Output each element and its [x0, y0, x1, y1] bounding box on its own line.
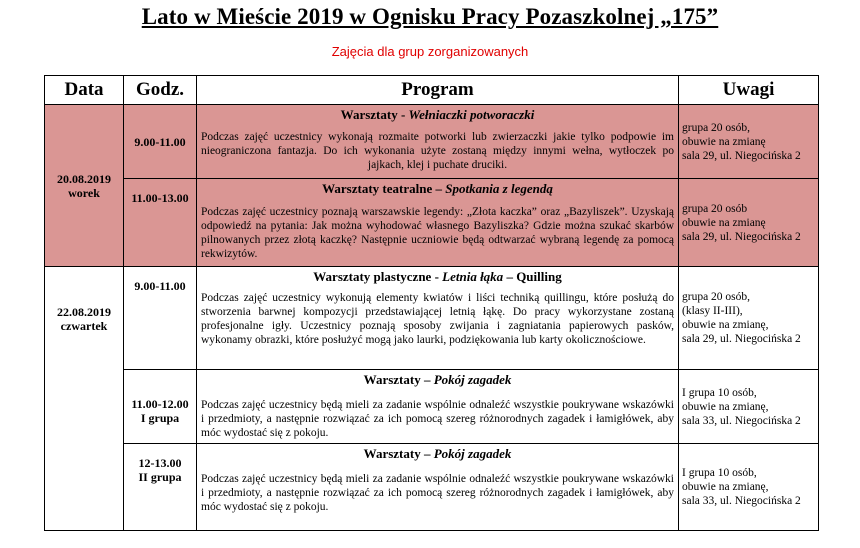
- notes-cell: [679, 370, 819, 444]
- column-header-time: Godz.: [124, 76, 197, 105]
- weekday-value: worek: [68, 185, 100, 200]
- column-header-notes: Uwagi: [679, 76, 819, 105]
- program-cell: [197, 179, 679, 267]
- notes-line: I grupa 10 osób,: [682, 467, 757, 479]
- program-cell: [197, 267, 679, 370]
- notes-line: I grupa 10 osób,: [682, 386, 757, 399]
- time-value: 9.00-11.00: [134, 134, 186, 149]
- notes-line: grupa 20 osób: [682, 202, 748, 215]
- table-header-row: [45, 76, 819, 105]
- time-value: 12-13.00: [138, 456, 182, 470]
- date-value: 20.08.2019: [57, 171, 111, 186]
- program-title-prefix: Warsztaty teatralne –: [322, 181, 446, 196]
- notes-line: grupa 20 osób,: [682, 291, 751, 303]
- notes-cell: [679, 105, 819, 179]
- program-cell: [197, 444, 679, 531]
- time-cell: [124, 370, 197, 444]
- time-value: 9.00-11.00: [134, 279, 186, 293]
- program-title: [201, 446, 674, 462]
- program-title-prefix: Warsztaty plastyczne -: [313, 269, 443, 284]
- time-cell: [124, 179, 197, 267]
- schedule-table: [44, 75, 819, 531]
- group-value: I grupa: [140, 411, 180, 425]
- table-row: [45, 370, 819, 444]
- time-cell: [124, 444, 197, 531]
- program-title-italic: Pokój zagadek: [433, 446, 512, 461]
- notes-line: sala 29, ul. Niegocińska 2: [682, 333, 801, 345]
- program-description: Podczas zajęć uczestnicy wykonają rozmaite potworki lub zwierzaczki jakie tylko podpowie im nieograniczona fantazja. Do ich wykonania użyte zostaną między innymi wełna, wytłoczek po jajkach, klej i puchate druciki.: [201, 131, 674, 171]
- notes-line: sala 29, ul. Niegocińska 2: [682, 149, 801, 162]
- table-row: [45, 267, 819, 370]
- program-title: [201, 372, 674, 388]
- program-description: Podczas zajęć uczestnicy będą mieli za zadanie wspólnie odnaleźć wszystkie poukrywane wskazówki i przedmioty, a następnie rozwiązać za ich pomocą szereg różnorodnych zagadek i łamigłówek, aby móc wydostać się z pokoju.: [201, 399, 674, 439]
- page-title: Lato w Mieście 2019 w Ognisku Pracy Pozaszkolnej „175”: [141, 4, 719, 29]
- table-row: [45, 105, 819, 179]
- date-cell: [45, 267, 124, 531]
- time-value: 11.00-12.00: [131, 397, 189, 411]
- time-cell: [124, 105, 197, 179]
- group-value: II grupa: [138, 470, 182, 484]
- page-subtitle: Zajęcia dla grup zorganizowanych: [331, 44, 529, 59]
- date-value: 22.08.2019: [57, 305, 111, 319]
- notes-line: obuwie na zmianę,: [682, 400, 769, 413]
- notes-line: grupa 20 osób,: [682, 121, 751, 134]
- notes-line: sala 33, ul. Niegocińska 2: [682, 495, 801, 507]
- notes-cell: [679, 267, 819, 370]
- program-cell: [197, 105, 679, 179]
- program-title-prefix: Warsztaty –: [363, 446, 434, 461]
- program-description: Podczas zajęć uczestnicy wykonują elementy kwiatów i liści techniką quillingu, które posłużą do stworzenia barwnej kompozycji przedstawiającej letnią łąkę. Do pracy wykorzystane zostaną profesjonalne igły. Uczestnicy poznają sposoby zwijania i zagniatania papierowych pasków, wykonamy obrazki, które posłużyć mogą jako laurki, podziękowania lub karty okolicznościowe.: [201, 292, 674, 346]
- notes-line: obuwie na zmianę: [682, 216, 766, 229]
- time-value: 11.00-13.00: [131, 191, 189, 205]
- program-title: [201, 107, 674, 123]
- program-title-suffix: – Quilling: [503, 269, 562, 284]
- program-title-prefix: Warsztaty –: [363, 372, 434, 387]
- notes-line: obuwie na zmianę,: [682, 481, 769, 493]
- program-title: [201, 269, 674, 285]
- program-title-italic: Wełniaczki potworaczki: [408, 107, 535, 122]
- notes-line: sala 33, ul. Niegocińska 2: [682, 414, 801, 427]
- program-description: Podczas zajęć uczestnicy będą mieli za zadanie wspólnie odnaleźć wszystkie poukrywane wskazówki i przedmioty, a następnie rozwiązać za ich pomocą szereg różnorodnych zagadek i łamigłówek, aby móc wydostać się z pokoju.: [201, 473, 674, 513]
- program-title-italic: Pokój zagadek: [433, 372, 512, 387]
- program-title-italic: Spotkania z legendą: [445, 181, 553, 196]
- program-cell: [197, 370, 679, 444]
- date-cell: [45, 105, 124, 267]
- program-title-italic: Letnia łąka: [442, 269, 504, 284]
- column-header-date: Data: [45, 76, 124, 105]
- weekday-value: czwartek: [60, 319, 108, 333]
- notes-cell: [679, 179, 819, 267]
- program-title-prefix: Warsztaty -: [340, 107, 409, 122]
- notes-line: sala 29, ul. Niegocińska 2: [682, 230, 801, 243]
- notes-line: obuwie na zmianę: [682, 135, 766, 148]
- notes-line: obuwie na zmianę,: [682, 319, 769, 331]
- notes-line: (klasy II-III),: [682, 305, 743, 317]
- time-cell: [124, 267, 197, 370]
- program-description: Podczas zajęć uczestnicy poznają warszawskie legendy: „Złota kaczka” oraz „Bazyliszek”. Uzyskają odpowiedź na pytania: Jak można wyhodować własnego Bazyliszka? Gdzie można szukać skarbów pilnowanych przez złotą kaczkę? Następnie uczniowie będą odtwarzać wybraną legendę za pomocą rekwizytów.: [201, 206, 674, 260]
- table-row: [45, 179, 819, 267]
- table-row: [45, 444, 819, 531]
- program-title: [201, 181, 674, 197]
- notes-cell: [679, 444, 819, 531]
- column-header-program: Program: [197, 76, 679, 105]
